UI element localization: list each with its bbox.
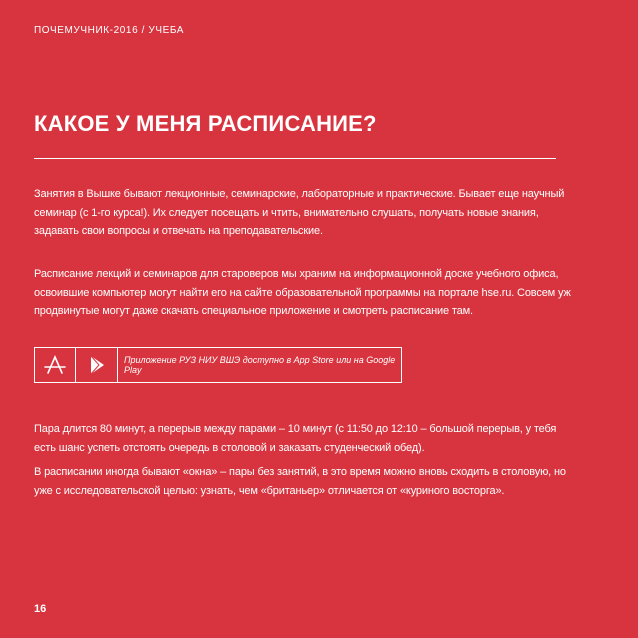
section-header: ПОЧЕМУЧНИК-2016 / УЧЕБА (34, 25, 185, 36)
app-store-icon[interactable] (35, 348, 76, 382)
app-availability-text: Приложение РУЗ НИУ ВШЭ доступно в App Store или на Google Play (124, 355, 396, 375)
page-number: 16 (34, 603, 47, 615)
page-title: КАКОЕ У МЕНЯ РАСПИСАНИЕ? (34, 111, 377, 136)
paragraph-schedule-location: Расписание лекций и семинаров для староверов мы храним на информационной доске учебного офиса, освоившие компьютер могут найти его на сайте образовательной программы на портале hse.ru. Совсем уж продвинутые могут даже скачать специальное приложение и смотреть расписание там. (34, 268, 571, 317)
paragraph-class-types: Занятия в Вышке бывают лекционные, семинарские, лабораторные и практические. Бывает еще научный семинар (с 1-го курса!). Их следует посещать и чтить, внимательно слушать, получать новые знания, задавать свои вопросы и отвечать на преподавательские. (34, 188, 565, 237)
paragraph-windows: В расписании иногда бывают «окна» – пары без занятий, в это время можно вновь сходить в столовую, но уже с исследовательской целью: узнать, чем «британьер» отличается от «куриного восторга». (34, 466, 566, 497)
app-availability-box (34, 347, 402, 383)
title-divider (34, 158, 556, 159)
google-play-icon[interactable] (76, 348, 118, 382)
paragraph-pair-duration: Пара длится 80 минут, а перерыв между парами – 10 минут (с 11:50 до 12:10 – большой перерыв, у тебя есть шанс успеть отстоять очередь в столовой и заказать студенческий обед). (34, 423, 557, 454)
